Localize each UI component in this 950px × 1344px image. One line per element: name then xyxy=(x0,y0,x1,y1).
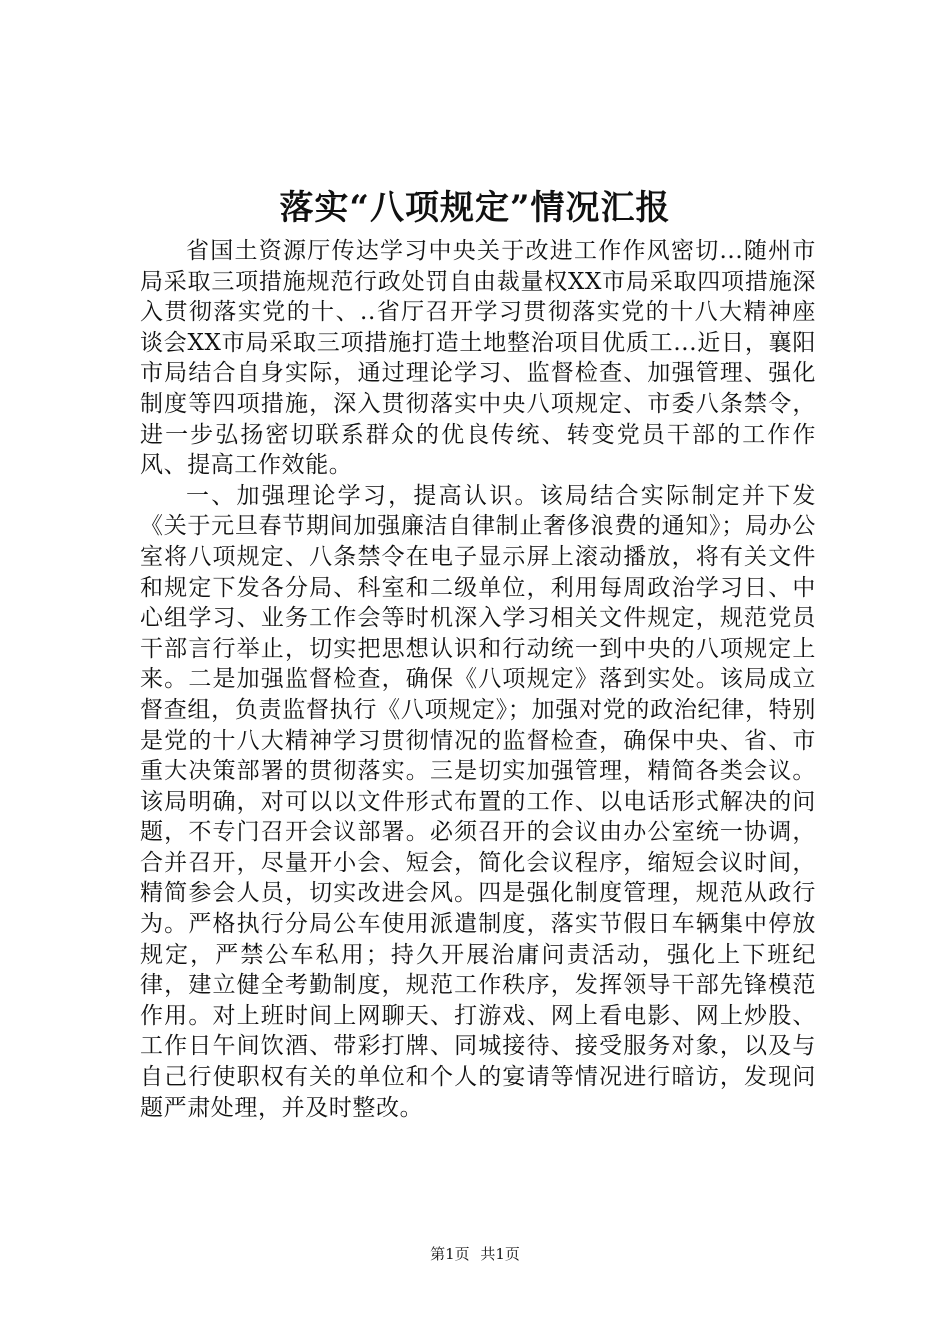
page-footer xyxy=(0,1244,950,1264)
page-total: 共1页 xyxy=(480,1245,520,1263)
document-body xyxy=(140,236,816,1123)
page-number: 第1页 xyxy=(430,1245,470,1263)
paragraph-measures: 一、加强理论学习，提高认识。该局结合实际制定并下发《关于元旦春节期间加强廉洁自律制止奢侈浪费的通知》；局办公室将八项规定、八条禁令在电子显示屏上滚动播放，将有关文件和规定下发各分局、科室和二级单位，利用每周政治学习日、中心组学习、业务工作会等时机深入学习相关文件规定，规范党员干部言行举止，切实把思想认识和行动统一到中央的八项规定上来。二是加强监督检查，确保《八项规定》落到实处。该局成立督查组，负责监督执行《八项规定》；加强对党的政治纪律，特别是党的十八大精神学习贯彻情况的监督检查，确保中央、省、市重大决策部署的贯彻落实。三是切实加强管理，精简各类会议。该局明确，对可以以文件形式布置的工作、以电话形式解决的问题，不专门召开会议部署。必须召开的会议由办公室统一协调，合并召开，尽量开小会、短会，简化会议程序，缩短会议时间，精简参会人员，切实改进会风。四是强化制度管理，规范从政行为。严格执行分局公车使用派遣制度，落实节假日车辆集中停放规定，严禁公车私用；持久开展治庸问责活动，强化上下班纪律，建立健全考勤制度，规范工作秩序，发挥领导干部先锋模范作用。对上班时间上网聊天、打游戏、网上看电影、网上炒股、工作日午间饮酒、带彩打牌、同城接待、接受服务对象，以及与自己行使职权有关的单位和个人的宴请等情况进行暗访，发现问题严肃处理，并及时整改。 xyxy=(140,482,816,1121)
document-title: 落实“八项规定”情况汇报 xyxy=(279,188,671,228)
paragraph-intro: 省国土资源厅传达学习中央关于改进工作作风密切...随州市局采取三项措施规范行政处罚自由裁量权XX市局采取四项措施深入贯彻落实党的十、..省厅召开学习贯彻落实党的十八大精神座谈会XX市局采取三项措施打造土地整治项目优质工...近日，襄阳市局结合自身实际，通过理论学习、监督检查、加强管理、强化制度等四项措施，深入贯彻落实中央八项规定、市委八条禁令，进一步弘扬密切联系群众的优良传统、转变党员干部的工作作风、提高工作效能。 xyxy=(140,238,816,479)
